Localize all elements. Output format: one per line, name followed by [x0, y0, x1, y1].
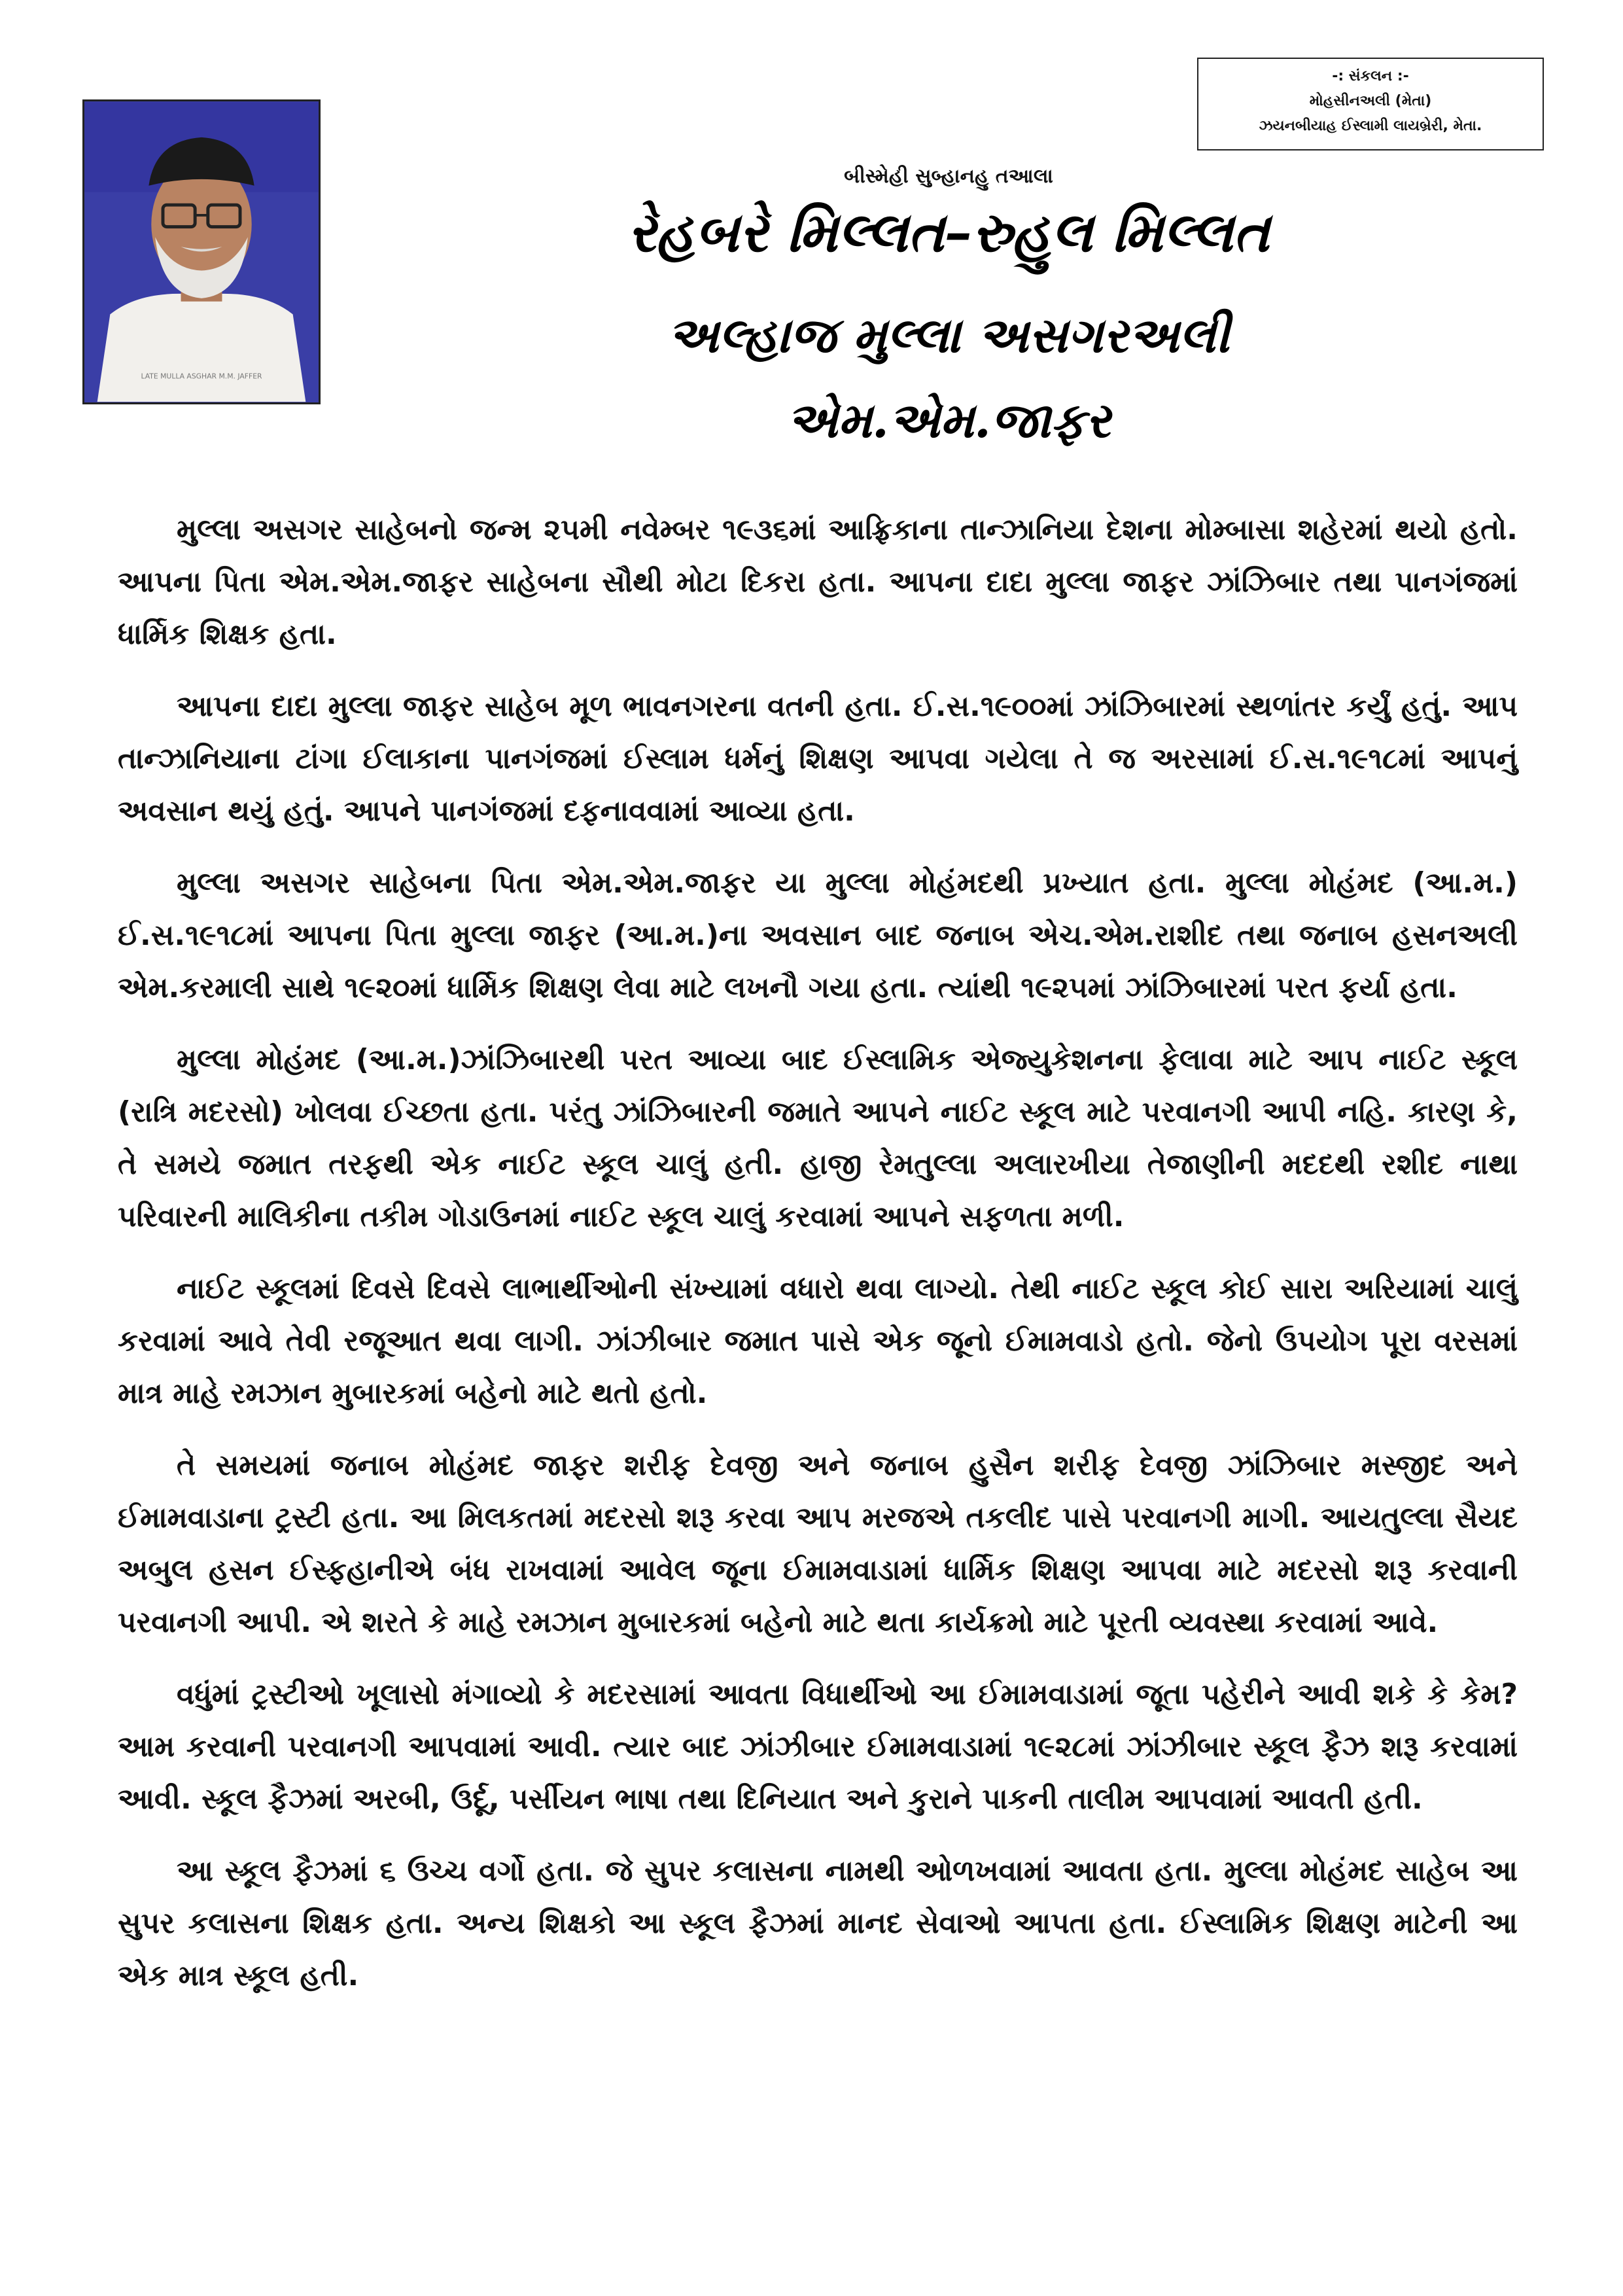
bismillah-heading: બીસ્મેહી સુબ્હાનહુ તઆલા: [844, 165, 1053, 188]
paragraph-1: મુલ્લા અસગર સાહેબનો જન્મ ૨૫મી નવેમ્બર ૧૯૩૬માં આફ્રિકાના તાન્ઝાનિયા દેશના મોમ્બાસા શહેરમાં થયો હતો. આપના પિતા એમ.એમ.જાફર સાહેબના સૌથી મોટા દિકરા હતા. આપના દાદા મુલ્લા જાફર ઝાંઝિબાર તથા પાનગંજમાં ધાર્મિક શિક્ષક હતા.: [118, 513, 1518, 651]
compiler-credit-box: [1197, 58, 1544, 150]
paragraph-8: આ સ્કૂલ ફૈઝમાં ૬ ઉચ્ચ વર્ગો હતા. જે સુપર કલાસના નામથી ઓળખવામાં આવતા હતા. મુલ્લા મોહંમદ સાહેબ આ સુપર કલાસના શિક્ષક હતા. અન્ય શિક્ષકો આ સ્કૂલ ફૈઝમાં માનદ સેવાઓ આપતા હતા. ઈસ્લામિક શિક્ષણ માટેની આ એક માત્ર સ્કૂલ હતી.: [118, 1854, 1518, 1992]
title-line-2: અલ્હાજ મુલ્લા અસગરઅલી: [667, 308, 1230, 364]
paragraph-4: મુલ્લા મોહંમદ (આ.મ.)ઝાંઝિબારથી પરત આવ્યા બાદ ઈસ્લામિક એજ્યુકેશનના ફેલાવા માટે આપ નાઈટ સ્કૂલ (રાત્રિ મદરસો) ખોલવા ઈચ્છતા હતા. પરંતુ ઝાંઝિબારની જમાતે આપને નાઈટ સ્કૂલ માટે પરવાનગી આપી નહિ. કારણ કે, તે સમયે જમાત તરફથી એક નાઈટ સ્કૂલ ચાલું હતી. હાજી રેમતુલ્લા અલારખીયા તેજાણીની મદદથી રશીદ નાથા પરિવારની માલિકીના તકીમ ગોડાઉનમાં નાઈટ સ્કૂલ ચાલું કરવામાં આપને સફળતા મળી.: [118, 1043, 1518, 1233]
paragraph-5: નાઈટ સ્કૂલમાં દિવસે દિવસે લાભાર્થીઓની સંખ્યામાં વધારો થવા લાગ્યો. તેથી નાઈટ સ્કૂલ કોઈ સારા અરિયામાં ચાલું કરવામાં આવે તેવી રજૂઆત થવા લાગી. ઝાંઝીબાર જમાત પાસે એક જૂનો ઈમામવાડો હતો. જેનો ઉપયોગ પૂરા વરસમાં માત્ર માહે રમઝાન મુબારકમાં બહેનો માટે થતો હતો.: [118, 1272, 1518, 1410]
title-line-1: રેહબરે મિલ્લત–રુહુલ મિલ્લત: [627, 200, 1270, 264]
paragraph-7: વધુંમાં ટ્રસ્ટીઓ ખૂલાસો મંગાવ્યો કે મદરસામાં આવતા વિધાર્થીઓ આ ઈમામવાડામાં જૂતા પહેરીને આવી શકે કે કેમ? આમ કરવાની પરવાનગી આપવામાં આવી. ત્યાર બાદ ઝાંઝીબાર ઈમામવાડામાં ૧૯૨૮માં ઝાંઝીબાર સ્કૂલ ફૈઝ શરૂ કરવામાં આવી. સ્કૂલ ફૈઝમાં અરબી, ઉર્દૂ, પર્સીયન ભાષા તથા દિનિયાત અને કુરાને પાકની તાલીમ આપવામાં આવતી હતી.: [118, 1678, 1518, 1816]
credit-heading: -: સંકલન :-: [1332, 68, 1409, 84]
paragraph-6: તે સમયમાં જનાબ મોહંમદ જાફર શરીફ દેવજી અને જનાબ હુસૈન શરીફ દેવજી ઝાંઝિબાર મસ્જીદ અને ઈમામવાડાના ટ્રસ્ટી હતા. આ મિલકતમાં મદરસો શરૂ કરવા આપ મરજએ તકલીદ પાસે પરવાનગી માગી. આયતુલ્લા સૈયદ અબુલ હસન ઈસ્ફહાનીએ બંધ રાખવામાં આવેલ જૂના ઈમામવાડામાં ધાર્મિક શિક્ષણ આપવા માટે મદરસો શરૂ કરવાની પરવાનગી આપી. એ શરતે કે માહે રમઝાન મુબારકમાં બહેનો માટે થતા કાર્યક્રમો માટે પૂરતી વ્યવસ્થા કરવામાં આવે.: [118, 1449, 1518, 1639]
paragraph-2: આપના દાદા મુલ્લા જાફર સાહેબ મૂળ ભાવનગરના વતની હતા. ઈ.સ.૧૯૦૦માં ઝાંઝિબારમાં સ્થળાંતર કર્યું હતું. આપ તાન્ઝાનિયાના ટાંગા ઈલાકાના પાનગંજમાં ઈસ્લામ ધર્મનું શિક્ષણ આપવા ગયેલા તે જ અરસામાં ઈ.સ.૧૯૧૮માં આપનું અવસાન થયું હતું. આપને પાનગંજમાં દફનાવવામાં આવ્યા હતા.: [118, 690, 1518, 828]
article-body: [118, 504, 1518, 2022]
paragraph-3: મુલ્લા અસગર સાહેબના પિતા એમ.એમ.જાફર યા મુલ્લા મોહંમદથી પ્રખ્યાત હતા. મુલ્લા મોહંમદ (આ.મ.) ઈ.સ.૧૯૧૮માં આપના પિતા મુલ્લા જાફર (આ.મ.)ના અવસાન બાદ જનાબ એચ.એમ.રાશીદ તથા જનાબ હસનઅલી એમ.કરમાલી સાથે ૧૯૨૦માં ધાર્મિક શિક્ષણ લેવા માટે લખનૌ ગયા હતા. ત્યાંથી ૧૯૨૫માં ઝાંઝિબારમાં પરત ફર્યા હતા.: [118, 866, 1518, 1004]
portrait-photo: [82, 99, 321, 404]
title-line-3: એમ.એમ.જાફર: [786, 393, 1111, 449]
credit-library: ઝયનબીયાહ ઈસ્લામી લાયબ્રેરી, મેતા.: [1259, 118, 1482, 134]
credit-name: મોહસીનઅલી (મેતા): [1309, 93, 1432, 109]
portrait-image: [84, 101, 319, 402]
photo-caption: LATE MULLA ASGHAR M.M. JAFFER: [141, 372, 262, 381]
